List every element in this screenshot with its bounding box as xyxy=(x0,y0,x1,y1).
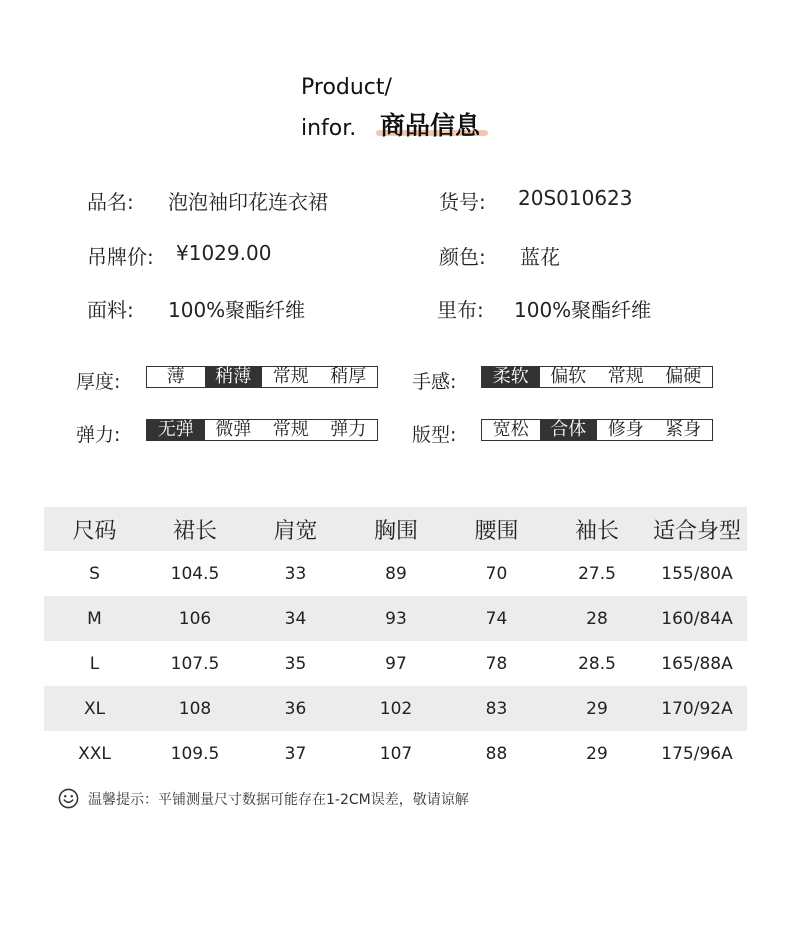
table-cell: 36 xyxy=(245,686,346,731)
sku-value: 20S010623 xyxy=(518,186,633,210)
table-cell: 29 xyxy=(547,686,647,731)
product-name-value: 泡泡袖印花连衣裙 xyxy=(168,190,328,214)
table-cell: 155/80A xyxy=(661,563,733,584)
feel-option: 柔软 xyxy=(482,367,540,387)
elasticity-option: 弹力 xyxy=(330,419,367,440)
header-sleeve: 袖长 xyxy=(547,507,647,551)
table-cell: S xyxy=(89,563,100,584)
table-cell: XL xyxy=(44,686,145,731)
header-bust: 胸围 xyxy=(346,507,446,551)
thickness-option: 稍薄 xyxy=(205,367,263,387)
table-cell: 88 xyxy=(485,743,508,764)
table-header-row xyxy=(44,507,747,551)
table-cell: 160/84A xyxy=(647,596,747,641)
fabric-label: 面料: xyxy=(87,298,134,322)
thickness-label: 厚度: xyxy=(76,371,121,393)
lining-label: 里布: xyxy=(437,298,484,322)
table-row xyxy=(44,641,747,686)
table-cell: 165/88A xyxy=(661,653,733,674)
table-row xyxy=(44,731,747,776)
table-cell: 175/96A xyxy=(661,743,733,764)
feel-option: 常规 xyxy=(607,366,644,387)
thickness-option: 稍厚 xyxy=(330,366,367,387)
header-waist: 腰围 xyxy=(446,507,547,551)
table-cell: 106 xyxy=(145,596,245,641)
table-cell: 93 xyxy=(346,596,446,641)
thickness-options xyxy=(146,366,378,388)
feel-options xyxy=(481,366,713,388)
table-cell: 109.5 xyxy=(170,743,220,764)
sku-label: 货号: xyxy=(439,190,486,214)
fit-option: 修身 xyxy=(607,419,644,440)
table-cell: 107.5 xyxy=(170,653,220,674)
table-cell: 34 xyxy=(245,596,346,641)
header-size: 尺码 xyxy=(44,507,145,551)
table-cell: 35 xyxy=(284,653,307,674)
elasticity-option: 常规 xyxy=(272,419,309,440)
size-table xyxy=(44,507,747,776)
table-cell: 102 xyxy=(346,686,446,731)
feel-option: 偏硬 xyxy=(665,366,702,387)
elasticity-label: 弹力: xyxy=(76,424,121,446)
table-cell: 89 xyxy=(385,563,407,584)
table-cell: 74 xyxy=(446,596,547,641)
color-value: 蓝花 xyxy=(520,245,560,269)
table-cell: M xyxy=(44,596,145,641)
product-name-label: 品名: xyxy=(87,190,134,214)
fit-label: 版型: xyxy=(412,424,457,446)
header-dress-length: 裙长 xyxy=(145,507,245,551)
table-cell: 107 xyxy=(379,743,413,764)
measurement-note xyxy=(58,788,469,809)
table-row xyxy=(44,686,747,731)
table-cell: L xyxy=(89,653,100,674)
measurement-note-text: 温馨提示：平铺测量尺寸数据可能存在1-2CM误差，敬请谅解 xyxy=(88,791,469,808)
table-cell: 27.5 xyxy=(578,563,616,584)
thickness-option: 薄 xyxy=(166,366,185,387)
color-label: 颜色: xyxy=(439,245,486,269)
title-english-line1: Product/ xyxy=(301,75,392,100)
lining-value: 100%聚酯纤维 xyxy=(514,298,652,322)
table-cell: XXL xyxy=(78,743,111,764)
table-cell: 104.5 xyxy=(170,563,220,584)
table-cell: 70 xyxy=(485,563,508,584)
feel-label: 手感: xyxy=(412,371,457,393)
fit-option: 紧身 xyxy=(665,419,702,440)
elasticity-option: 微弹 xyxy=(215,419,252,440)
fit-options xyxy=(481,419,713,441)
table-cell: 78 xyxy=(485,653,508,674)
price-value: ¥1029.00 xyxy=(176,241,272,265)
table-cell: 33 xyxy=(284,563,307,584)
table-cell: 83 xyxy=(446,686,547,731)
table-cell: 28 xyxy=(547,596,647,641)
header-shoulder: 肩宽 xyxy=(245,507,346,551)
table-cell: 28.5 xyxy=(578,653,616,674)
title-english-line2: infor. xyxy=(301,116,357,141)
table-cell: 108 xyxy=(145,686,245,731)
table-row xyxy=(44,596,747,641)
thickness-option: 常规 xyxy=(272,366,309,387)
price-label: 吊牌价: xyxy=(87,245,154,269)
table-cell: 170/92A xyxy=(647,686,747,731)
fabric-value: 100%聚酯纤维 xyxy=(168,298,306,322)
header-fit-body: 适合身型 xyxy=(647,507,747,551)
elasticity-option: 无弹 xyxy=(147,420,205,440)
smiley-icon xyxy=(58,788,79,809)
fit-option: 宽松 xyxy=(492,419,529,440)
fit-option: 合体 xyxy=(540,420,598,440)
table-row xyxy=(44,551,747,596)
table-cell: 29 xyxy=(586,743,608,764)
feel-option: 偏软 xyxy=(550,366,587,387)
title-chinese: 商品信息 xyxy=(380,111,481,140)
table-cell: 37 xyxy=(284,743,307,764)
table-cell: 97 xyxy=(385,653,407,674)
elasticity-options xyxy=(146,419,378,441)
